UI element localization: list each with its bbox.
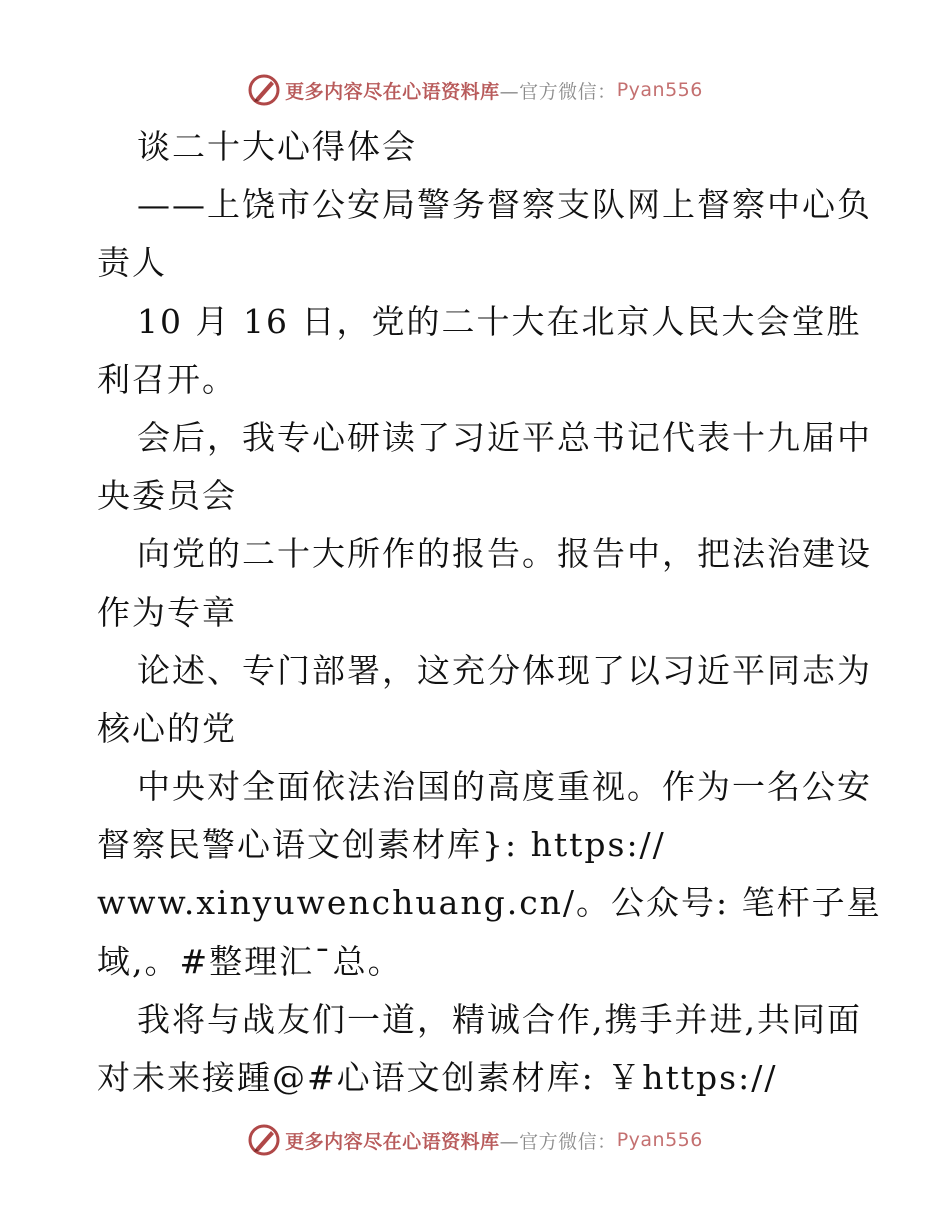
document-line: 核心的党 [97,708,237,748]
document-line: 10 月 16 日，党的二十大在北京人民大会堂胜 [137,301,862,341]
pen-logo-icon [247,73,281,107]
document-line: 论述、专门部署，这充分体现了以习近平同志为 [137,650,872,690]
document-line: 我将与战友们一道，精诚合作,携手并进,共同面 [137,999,862,1039]
document-line: 利召开。 [97,359,237,399]
document-line: 中央对全面依法治国的高度重视。作为一名公安 [137,767,872,807]
banner-wechat-id: Pyan556 [616,79,703,101]
banner-brand-text: 更多内容尽在心语资料库 [285,80,500,103]
document-line: 域,。#整理汇¯总。 [97,941,403,981]
pen-logo-icon [247,1123,281,1157]
document-line: ——上饶市公安局警务督察支队网上督察中心负 [137,185,872,225]
document-line: 督察民警心语文创素材库}: https:// [97,825,666,865]
document-line: 责人 [97,243,167,283]
document-body [97,118,882,1107]
banner-official-label: —官方微信： [499,1130,617,1153]
document-line: 会后，我专心研读了习近平总书记代表十九届中 [137,417,872,457]
document-line: 对未来接踵@#心语文创素材库: ￥https:// [97,1058,778,1097]
document-line: 央委员会 [97,476,237,516]
document-line: 作为专章 [97,592,237,632]
document-line: 向党的二十大所作的报告。报告中，把法治建设 [137,534,872,574]
footer-banner [0,1120,950,1160]
header-banner [0,70,950,110]
document-line: www.xinyuwenchuang.cn/。公众号: 笔杆子星 [97,883,882,923]
document-line: 谈二十大心得体会 [137,127,417,166]
banner-brand-text: 更多内容尽在心语资料库 [285,1130,500,1153]
banner-official-label: —官方微信： [499,80,617,103]
banner-wechat-id: Pyan556 [616,1129,703,1151]
